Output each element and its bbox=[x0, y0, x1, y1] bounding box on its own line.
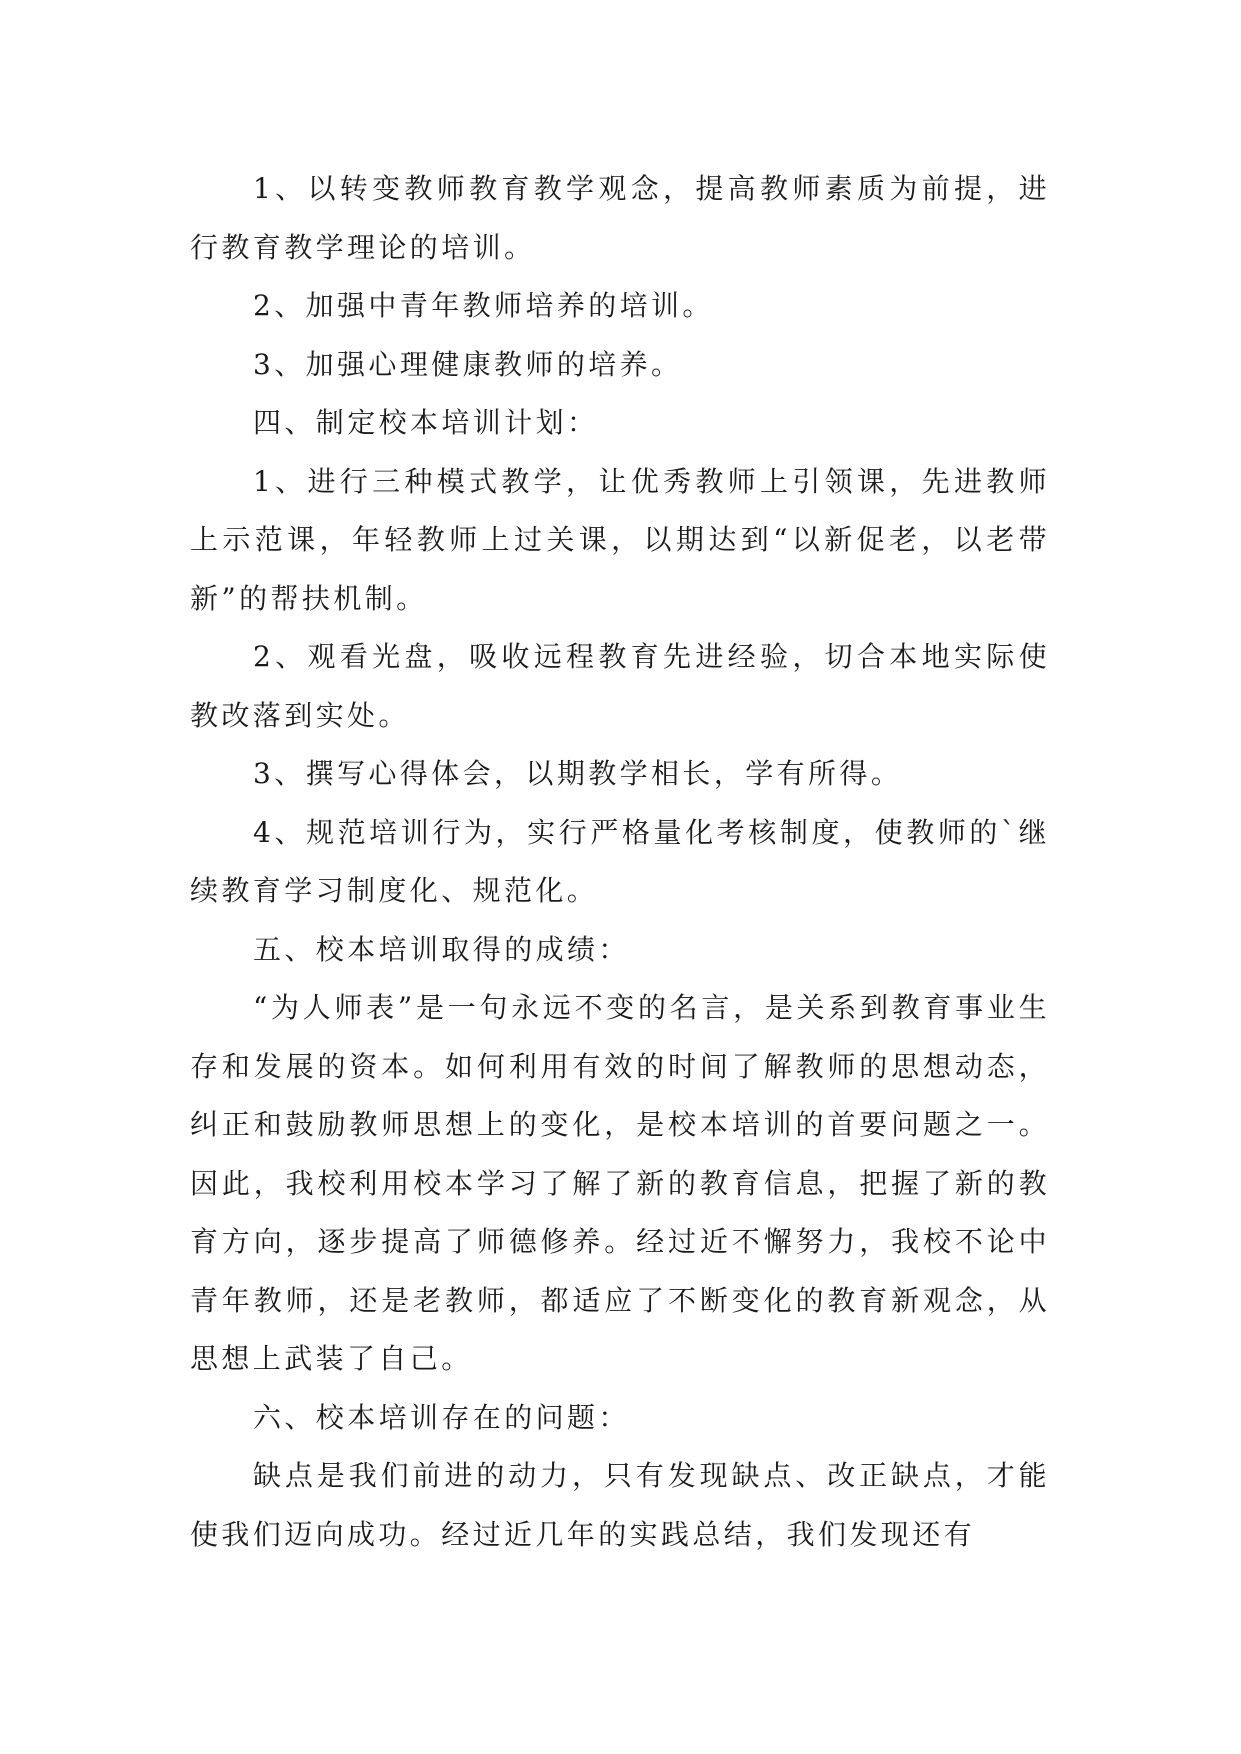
section-heading-4: 四、制定校本培训计划： bbox=[253, 406, 599, 439]
paragraph-item-7: 3、撰写心得体会，以期教学相长，学有所得。 bbox=[253, 757, 903, 790]
document-body bbox=[190, 160, 1050, 1564]
paragraph-item-3: 3、加强心理健康教师的培养。 bbox=[253, 347, 683, 381]
section-heading-6: 六、校本培训存在的问题： bbox=[253, 1400, 630, 1434]
paragraph-item-1: 1、以转变教师教育教学观念，提高教师素质为前提，进行教育教学理论的培训。 bbox=[190, 172, 1050, 264]
section-heading-5: 五、校本培训取得的成绩： bbox=[253, 932, 630, 966]
paragraph-item-5: 1、进行三种模式教学，让优秀教师上引领课，先进教师上示范课，年轻教师上过关课，以期达到“以新促老，以老带新”的帮扶机制。 bbox=[190, 464, 1050, 615]
paragraph-item-8: 4、规范培训行为，实行严格量化考核制度，使教师的`继续教育学习制度化、规范化。 bbox=[190, 815, 1050, 907]
paragraph-item-6: 2、观看光盘，吸收远程教育先进经验，切合本地实际使教改落到实处。 bbox=[190, 640, 1050, 732]
paragraph-item-12: 缺点是我们前进的动力，只有发现缺点、改正缺点，才能使我们迈向成功。经过近几年的实践总结，我们发现还有 bbox=[190, 1459, 1050, 1551]
paragraph-item-10: “为人师表”是一句永远不变的名言，是关系到教育事业生存和发展的资本。如何利用有效的时间了解教师的思想动态，纠正和鼓励教师思想上的变化，是校本培训的首要问题之一。因此，我校利用校本学习了解了新的教育信息，把握了新的教育方向，逐步提高了师德修养。经过近不懈努力，我校不论中青年教师，还是老教师，都适应了不断变化的教育新观念，从思想上武装了自己。 bbox=[190, 991, 1050, 1375]
paragraph-item-2: 2、加强中青年教师培养的培训。 bbox=[253, 289, 714, 322]
